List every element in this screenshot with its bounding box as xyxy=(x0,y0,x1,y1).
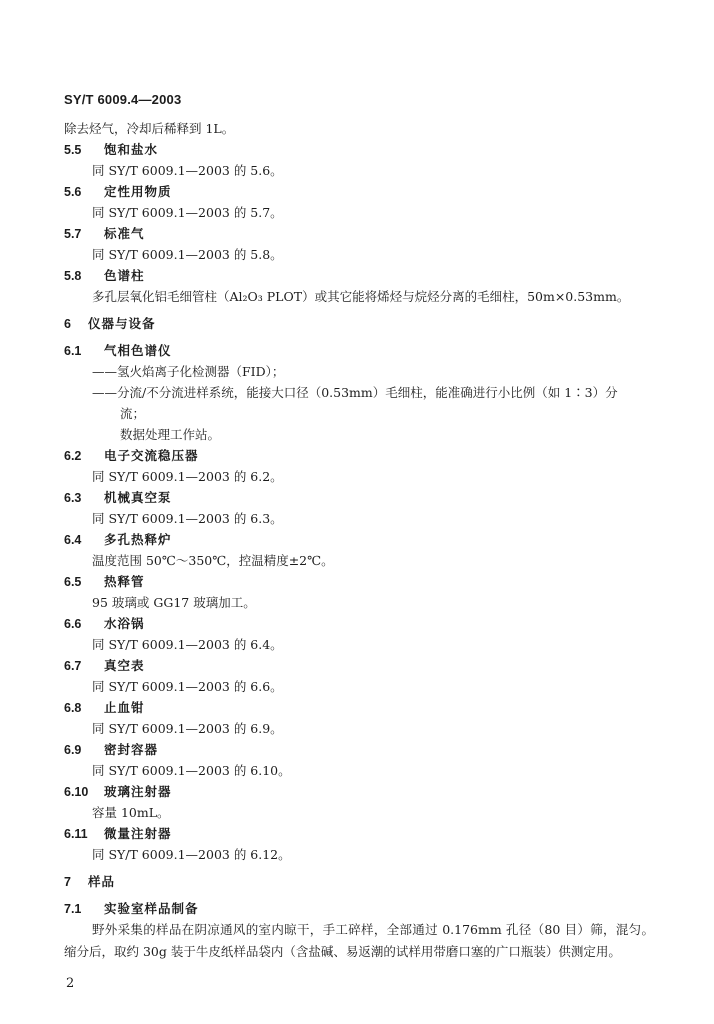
chapter-7 xyxy=(64,871,654,892)
chapter-title: 仪器与设备 xyxy=(88,316,156,331)
section-6-8 xyxy=(64,697,654,718)
section-number: 5.6 xyxy=(64,185,82,199)
section-number: 6.1 xyxy=(64,344,82,358)
section-paragraph: 野外采集的样品在阴凉通风的室内晾干，手工碎样，全部通过 0.176mm 孔径（80 目）筛，混匀。缩分后，取约 30g 装于牛皮纸样品袋内（含盐碱、易返潮的试样用带磨口塞的广口瓶装）供测定用。 xyxy=(64,922,654,959)
section-title: 真空表 xyxy=(104,658,145,673)
section-text: 容量 10mL。 xyxy=(92,805,170,820)
section-title: 电子交流稳压器 xyxy=(104,448,199,463)
section-text: 95 玻璃或 GG17 玻璃加工。 xyxy=(92,595,256,610)
list-item-continuation: 流； xyxy=(120,406,146,421)
chapter-number: 7 xyxy=(64,875,71,889)
section-text: 同 SY/T 6009.1—2003 的 5.8。 xyxy=(92,247,283,262)
section-6-11 xyxy=(64,823,654,844)
section-title: 色谱柱 xyxy=(104,268,145,283)
section-6-6 xyxy=(64,613,654,634)
section-text: 温度范围 50℃～350℃，控温精度±2℃。 xyxy=(92,553,334,568)
section-number: 6.11 xyxy=(64,827,88,841)
section-number: 6.3 xyxy=(64,491,82,505)
document-body xyxy=(64,118,654,963)
chapter-6 xyxy=(64,313,654,334)
section-text: 同 SY/T 6009.1—2003 的 6.6。 xyxy=(92,679,283,694)
section-title: 定性用物质 xyxy=(104,184,172,199)
section-number: 6.5 xyxy=(64,575,82,589)
section-5-5 xyxy=(64,139,654,160)
section-6-3 xyxy=(64,487,654,508)
section-7-1 xyxy=(64,898,654,919)
section-6-7 xyxy=(64,655,654,676)
section-text: 同 SY/T 6009.1—2003 的 6.4。 xyxy=(92,637,283,652)
chapter-number: 6 xyxy=(64,317,71,331)
section-number: 5.8 xyxy=(64,269,82,283)
section-number: 6.2 xyxy=(64,449,82,463)
section-text: 同 SY/T 6009.1—2003 的 6.12。 xyxy=(92,847,291,862)
section-number: 6.9 xyxy=(64,743,82,757)
section-5-8 xyxy=(64,265,654,286)
section-title: 水浴锅 xyxy=(104,616,145,631)
section-number: 6.7 xyxy=(64,659,82,673)
section-6-1 xyxy=(64,340,654,361)
section-6-4 xyxy=(64,529,654,550)
section-title: 多孔热释炉 xyxy=(104,532,172,547)
section-title: 微量注射器 xyxy=(104,826,172,841)
chapter-title: 样品 xyxy=(88,874,116,889)
section-text: 同 SY/T 6009.1—2003 的 6.3。 xyxy=(92,511,283,526)
section-5-7 xyxy=(64,223,654,244)
section-number: 6.6 xyxy=(64,617,82,631)
list-item: ——氢火焰离子化检测器（FID）； xyxy=(92,364,285,379)
document-header: SY/T 6009.4—2003 xyxy=(64,92,182,107)
section-number: 5.5 xyxy=(64,143,82,157)
section-text: 同 SY/T 6009.1—2003 的 5.7。 xyxy=(92,205,283,220)
section-6-9 xyxy=(64,739,654,760)
section-text: 同 SY/T 6009.1—2003 的 6.2。 xyxy=(92,469,283,484)
section-title: 机械真空泵 xyxy=(104,490,172,505)
list-item: 数据处理工作站。 xyxy=(120,427,221,442)
section-title: 饱和盐水 xyxy=(104,142,159,157)
section-number: 5.7 xyxy=(64,227,82,241)
section-number: 7.1 xyxy=(64,902,82,916)
section-title: 热释管 xyxy=(104,574,145,589)
text-line: 除去烃气，冷却后稀释到 1L。 xyxy=(64,121,235,136)
list-item: ——分流/不分流进样系统，能接大口径（0.53mm）毛细柱，能准确进行小比例（如 1∶3）分 xyxy=(92,385,618,400)
section-text: 同 SY/T 6009.1—2003 的 6.9。 xyxy=(92,721,283,736)
section-title: 实验室样品制备 xyxy=(104,901,199,916)
page-number: 2 xyxy=(66,976,75,991)
section-number: 6.8 xyxy=(64,701,82,715)
section-title: 密封容器 xyxy=(104,742,159,757)
section-title: 标准气 xyxy=(104,226,145,241)
section-text: 同 SY/T 6009.1—2003 的 6.10。 xyxy=(92,763,291,778)
section-6-10 xyxy=(64,781,654,802)
section-title: 止血钳 xyxy=(104,700,145,715)
section-number: 6.10 xyxy=(64,785,89,799)
section-text: 多孔层氧化铝毛细管柱（Al₂O₃ PLOT）或其它能将烯烃与烷烃分离的毛细柱，50m×0.53mm。 xyxy=(92,289,630,304)
section-6-5 xyxy=(64,571,654,592)
section-5-6 xyxy=(64,181,654,202)
section-6-2 xyxy=(64,445,654,466)
section-title: 玻璃注射器 xyxy=(104,784,172,799)
section-text: 同 SY/T 6009.1—2003 的 5.6。 xyxy=(92,163,283,178)
section-title: 气相色谱仪 xyxy=(104,343,172,358)
section-number: 6.4 xyxy=(64,533,82,547)
